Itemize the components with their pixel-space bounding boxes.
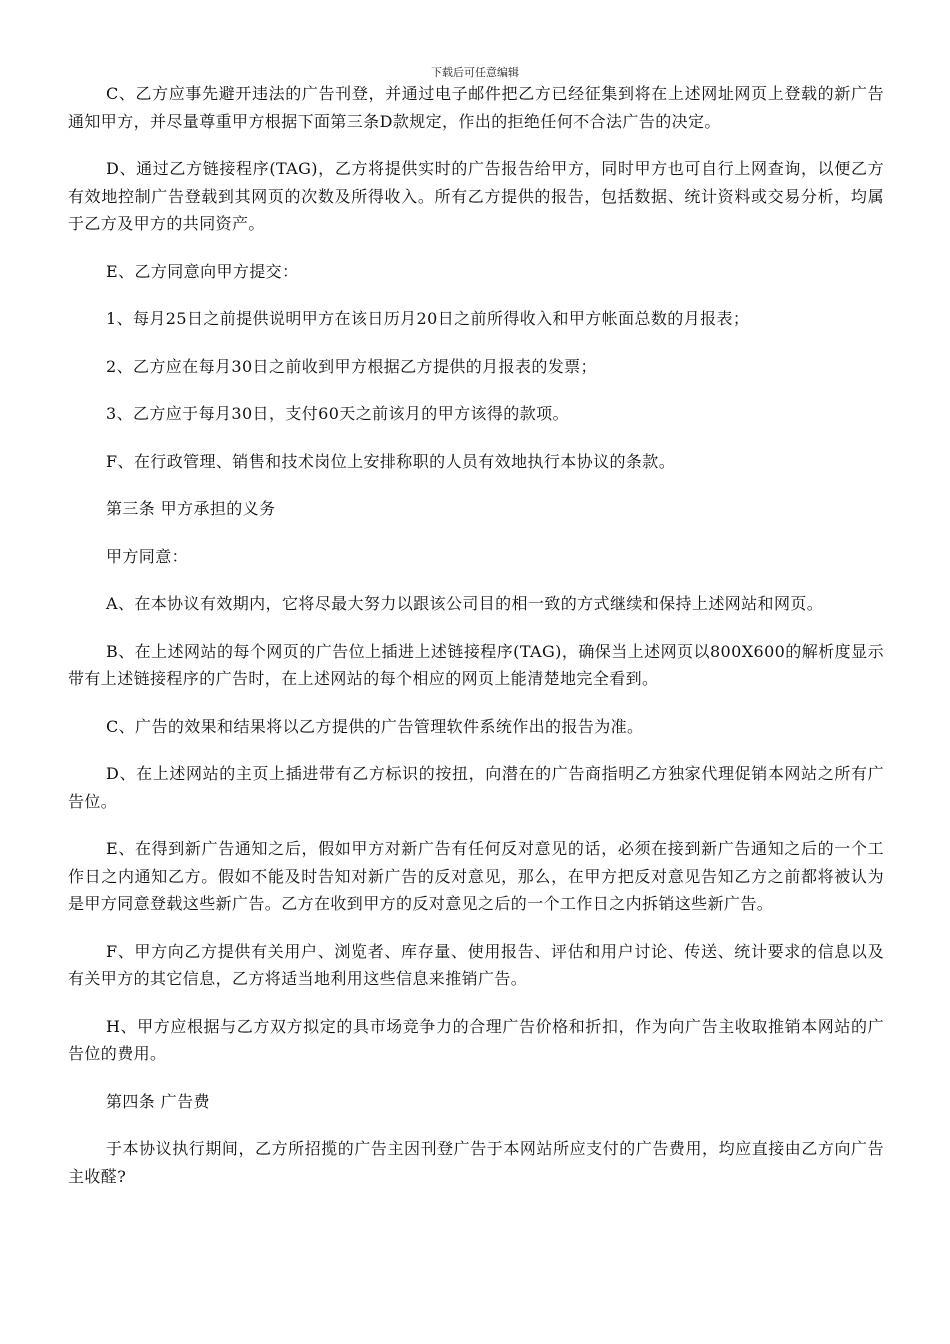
article-3-clause-c: C、广告的效果和结果将以乙方提供的广告管理软件系统作出的报告为准。: [106, 716, 644, 736]
party-a-agrees: 甲方同意：: [106, 546, 189, 566]
clause-f-paragraph: F、在行政管理、销售和技术岗位上安排称职的人员有效地执行本协议的条款。: [106, 451, 676, 471]
article-4-heading: 第四条 广告费: [106, 1091, 210, 1111]
article-3-clause-b: B、在上述网站的每个网页的广告位上插进上述链接程序(TAG)，确保当上述网页以800X600的解析度显示带有上述链接程序的广告时，在上述网站的每个相应的网页上能清楚地完全看到。: [68, 641, 884, 688]
clause-e-paragraph: E、乙方同意向甲方提交：: [106, 261, 299, 281]
article-3-heading: 第三条 甲方承担的义务: [106, 499, 276, 518]
article-3-clause-f: F、甲方向乙方提供有关用户、浏览者、库存量、使用报告、评估和用户讨论、传送、统计要求的信息以及有关甲方的其它信息，乙方将适当地利用这些信息来推销广告。: [68, 941, 884, 988]
document-body: [68, 80, 884, 1210]
article-3-clause-h: H、甲方应根据与乙方双方拟定的具市场竞争力的合理广告价格和折扣，作为向广告主收取推销本网站的广告位的费用。: [68, 1016, 884, 1063]
clause-c-paragraph: C、乙方应事先避开违法的广告刊登，并通过电子邮件把乙方已经征集到将在上述网址网页上登载的新广告通知甲方，并尽量尊重甲方根据下面第三条D款规定，作出的拒绝任何不合法广告的决定。: [68, 84, 884, 131]
article-3-clause-a: A、在本协议有效期内，它将尽最大努力以跟该公司目的相一致的方式继续和保持上述网站和网页。: [106, 594, 824, 613]
article-3-clause-d: D、在上述网站的主页上插进带有乙方标识的按扭，向潜在的广告商指明乙方独家代理促销本网站之所有广告位。: [68, 764, 884, 811]
list-item-3: 3、乙方应于每月30日，支付60天之前该月的甲方该得的款项。: [106, 404, 569, 423]
article-4-paragraph: 于本协议执行期间，乙方所招揽的广告主因刊登广告于本网站所应支付的广告费用，均应直接由乙方向广告主收醛?: [68, 1139, 884, 1186]
list-item-1: 1、每月25日之前提供说明甲方在该日历月20日之前所得收入和甲方帐面总数的月报表；: [106, 309, 750, 328]
clause-d-paragraph: D、通过乙方链接程序(TAG)，乙方将提供实时的广告报告给甲方，同时甲方也可自行上网查询，以便乙方有效地控制广告登载到其网页的次数及所得收入。所有乙方提供的报告，包括数据、统计资料或交易分析，均属于乙方及甲方的共同资产。: [68, 159, 884, 233]
page-header-note: 下载后可任意编辑: [431, 66, 519, 79]
article-3-clause-e: E、在得到新广告通知之后，假如甲方对新广告有任何反对意见的话，必须在接到新广告通知之后的一个工作日之内通知乙方。假如不能及时告知对新广告的反对意见，那么，在甲方把反对意见告知乙方之前都将被认为是甲方同意登载这些新广告。乙方在收到甲方的反对意见之后的一个工作日之内拆销这些新广告。: [68, 839, 884, 913]
list-item-2: 2、乙方应在每月30日之前收到甲方根据乙方提供的月报表的发票；: [106, 356, 597, 376]
